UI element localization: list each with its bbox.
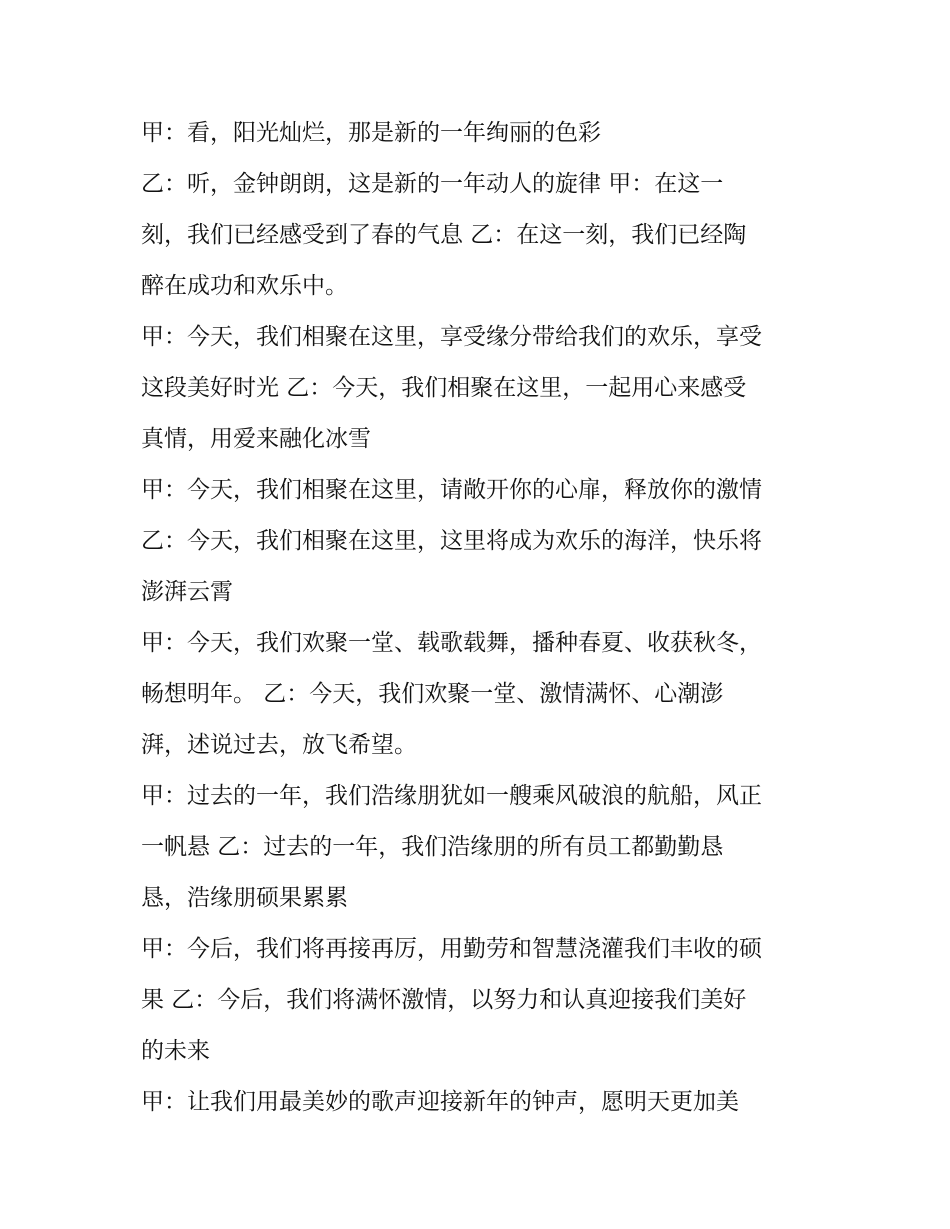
text-line: 甲：过去的一年，我们浩缘朋犹如一艘乘风破浪的航船，风正 bbox=[141, 783, 762, 809]
text-line: 恳，浩缘朋硕果累累 bbox=[141, 885, 348, 911]
text-line: 畅想明年。 乙：今天，我们欢聚一堂、激情满怀、心潮澎 bbox=[141, 681, 724, 707]
text-line: 甲：让我们用最美妙的歌声迎接新年的钟声，愿明天更加美 bbox=[141, 1089, 739, 1115]
text-line: 醉在成功和欢乐中。 bbox=[141, 273, 348, 299]
text-line: 刻，我们已经感受到了春的气息 乙：在这一刻，我们已经陶 bbox=[141, 222, 747, 248]
text-line: 甲：今天，我们相聚在这里，享受缘分带给我们的欢乐，享受 bbox=[141, 324, 762, 350]
document-text bbox=[141, 108, 831, 1128]
text-line: 甲：今天，我们欢聚一堂、载歌载舞，播种春夏、收获秋冬， bbox=[141, 630, 762, 656]
text-line: 乙：听，金钟朗朗，这是新的一年动人的旋律 甲：在这一 bbox=[141, 171, 724, 197]
text-line: 的未来 bbox=[141, 1038, 210, 1064]
text-line: 真情，用爱来融化冰雪 bbox=[141, 426, 371, 452]
text-line: 一帆悬 乙：过去的一年，我们浩缘朋的所有员工都勤勤恳 bbox=[141, 834, 724, 860]
text-line: 这段美好时光 乙：今天，我们相聚在这里，一起用心来感受 bbox=[141, 375, 747, 401]
text-line: 甲：看，阳光灿烂，那是新的一年绚丽的色彩 bbox=[141, 120, 601, 146]
text-line: 甲：今天，我们相聚在这里，请敞开你的心扉，释放你的激情 bbox=[141, 477, 762, 503]
text-line: 乙：今天，我们相聚在这里，这里将成为欢乐的海洋，快乐将 bbox=[141, 528, 762, 554]
text-line: 果 乙：今后，我们将满怀激情，以努力和认真迎接我们美好 bbox=[141, 987, 747, 1013]
text-line: 甲：今后，我们将再接再厉，用勤劳和智慧浇灌我们丰收的硕 bbox=[141, 936, 762, 962]
text-line: 湃，述说过去，放飞希望。 bbox=[141, 732, 417, 758]
text-line: 澎湃云霄 bbox=[141, 579, 233, 605]
